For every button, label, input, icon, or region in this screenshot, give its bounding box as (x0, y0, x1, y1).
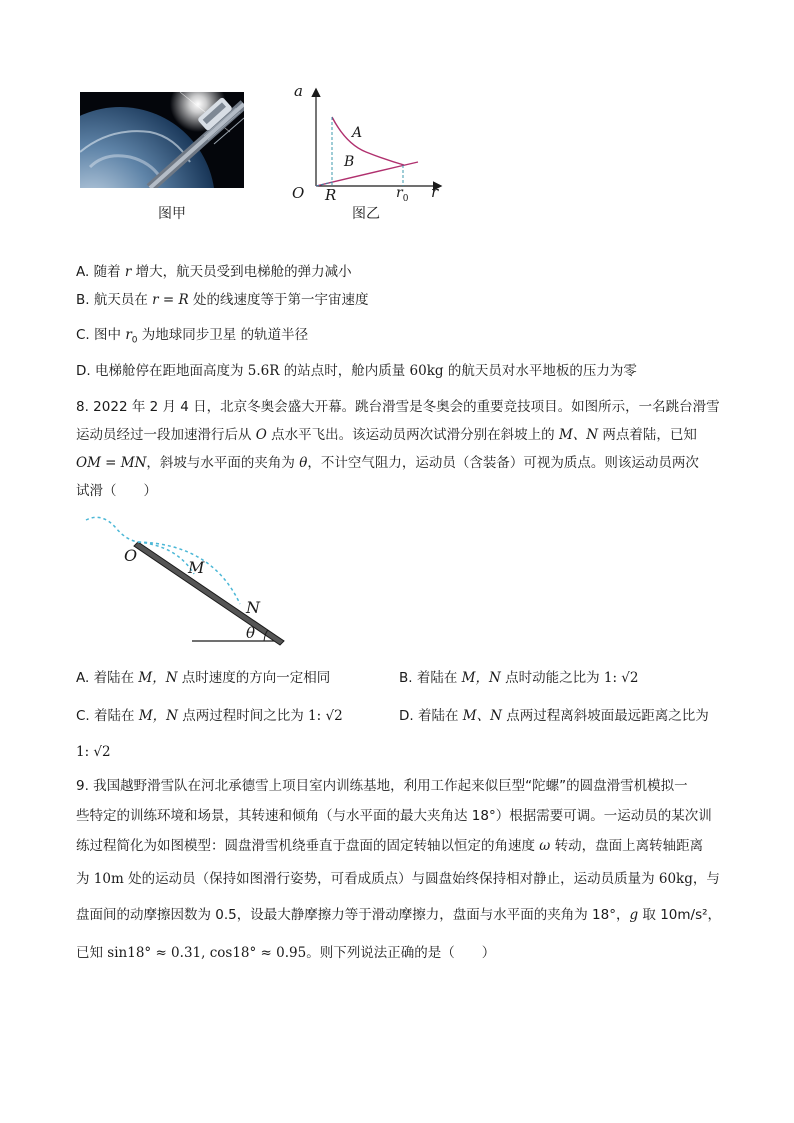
slope-label-o: O (124, 546, 138, 565)
q7-option-b: B. 航天员在 r = R 处的线速度等于第一宇宙速度 (76, 292, 369, 308)
acceleration-radius-graph (286, 84, 446, 204)
graph-caption: 图乙 (352, 206, 380, 222)
slope-label-theta: θ (246, 624, 256, 642)
slope-label-n: N (246, 598, 260, 617)
graph-R-label: R (325, 186, 337, 204)
slope-bar (134, 542, 284, 645)
q8-line-2: 运动员经过一段加速滑行后从 O 点水平飞出。该运动员两次试滑分别在斜坡上的 M、N 两点着陆，已知 (76, 427, 697, 443)
q9-line-1: 9. 我国越野滑雪队在河北承德雪上项目室内训练基地，利用工作起来似巨型“陀螺”的圆盘滑雪机模拟一 (76, 778, 688, 794)
q8-option-a: A. 着陆在 M，N 点时速度的方向一定相同 (76, 670, 331, 686)
graph-axis-r-label: r (431, 183, 439, 201)
graph-r0-label: $r_0$ (396, 185, 409, 204)
q9-line-6: 已知 sin18° ≈ 0.31, cos18° ≈ 0.95。则下列说法正确的是（ ） (76, 945, 496, 961)
ski-slope-figure (82, 512, 292, 648)
photo-caption: 图甲 (158, 206, 186, 222)
curve-a (332, 117, 404, 165)
q9-line-2: 些特定的训练环境和场景，其转速和倾角（与水平面的最大夹角达 18°）根据需要可调。一运动员的某次训 (76, 808, 712, 824)
q8-option-d-ratio: 1: √2 (76, 744, 111, 760)
approach-path (86, 517, 138, 542)
q8-line-3: OM = MN，斜坡与水平面的夹角为 θ，不计空气阻力，运动员（含装备）可视为质点。则该运动员两次 (76, 455, 699, 471)
q9-line-5: 盘面间的动摩擦因数为 0.5，设最大静摩擦力等于滑动摩擦力，盘面与水平面的夹角为 18°，g 取 10m/s²， (76, 907, 722, 923)
q9-line-3: 练过程简化为如图模型：圆盘滑雪机绕垂直于盘面的固定转轴以恒定的角速度 ω 转动，盘面上离转轴距离 (76, 838, 704, 854)
q7-option-d: D. 电梯舱停在距地面高度为 5.6R 的站点时，舱内质量 60kg 的航天员对水平地板的压力为零 (76, 363, 637, 379)
q8-option-c: C. 着陆在 M，N 点两过程时间之比为 1: √2 (76, 708, 343, 724)
graph-origin-label: O (292, 184, 305, 202)
q8-line-4: 试滑（ ） (76, 483, 157, 499)
graph-curve-a-label: A (352, 125, 363, 141)
graph-axis-a-label: a (294, 82, 303, 100)
q8-option-d: D. 着陆在 M、N 点两过程离斜坡面最远距离之比为 (399, 708, 709, 724)
trajectory-m (138, 542, 194, 574)
q9-line-4: 为 10m 处的运动员（保持如图滑行姿势，可看成质点）与圆盘始终保持相对静止，运动员质量为 60kg，与 (76, 871, 720, 887)
q8-line-1: 8. 2022 年 2 月 4 日，北京冬奥会盛大开幕。跳台滑雪是冬奥会的重要竞技项目。如图所示，一名跳台滑雪 (76, 399, 720, 415)
q8-option-b: B. 着陆在 M，N 点时动能之比为 1: √2 (399, 670, 639, 686)
q7-option-a: A. 随着 r 增大，航天员受到电梯舱的弹力减小 (76, 264, 352, 280)
space-elevator-photo (80, 92, 244, 188)
q7-option-c: C. 图中 $r_0$ 为地球同步卫星 的轨道半径 (76, 327, 309, 346)
graph-curve-b-label: B (344, 154, 355, 170)
slope-label-m: M (188, 558, 205, 577)
